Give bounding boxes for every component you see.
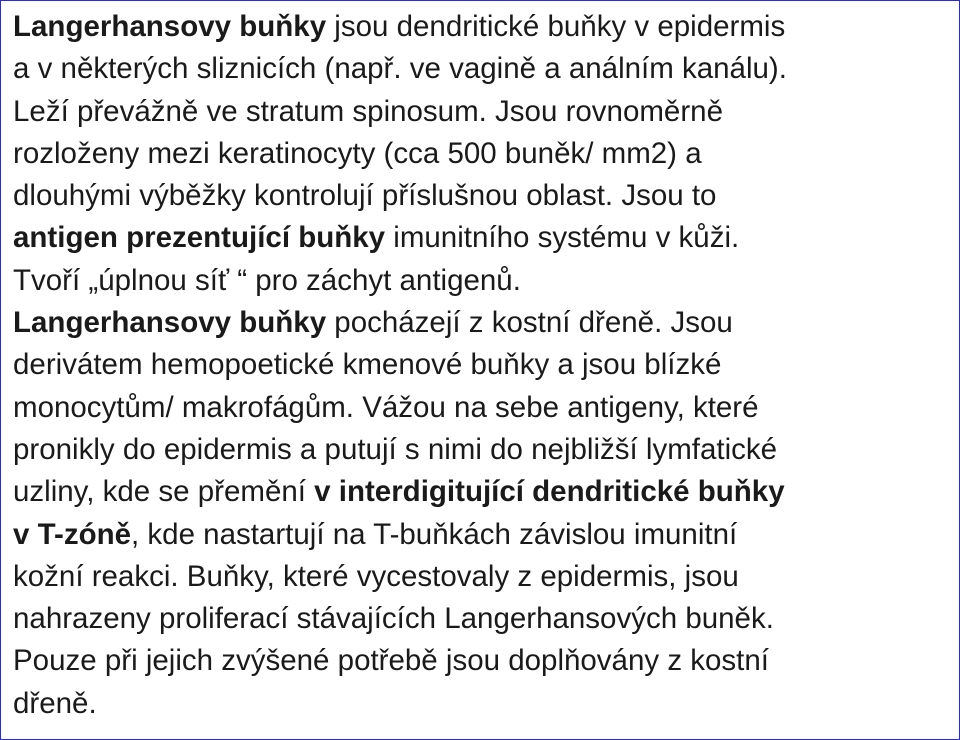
text-segment: a v některých sliznicích (např. ve vagině a análním kanálu). — [13, 52, 787, 86]
text-segment: derivátem hemopoetické kmenové buňky a jsou blízké — [13, 348, 722, 382]
bold-text-segment: Langerhansovy buňky — [13, 10, 327, 43]
text-segment: kožní reakci. Buňky, které vycestovaly z epidermis, jsou — [13, 559, 739, 593]
bold-text-segment: v T-zóně — [13, 517, 132, 551]
text-body — [13, 6, 953, 725]
text-segment: monocytům/ makrofágům. Vážou na sebe antigeny, které — [13, 390, 759, 424]
text-segment: Tvoří „úplnou síť “ pro záchyt antigenů. — [13, 263, 521, 297]
text-line — [13, 302, 953, 344]
text-segment: dřeně. — [13, 686, 97, 720]
text-segment: jsou dendritické buňky v epidermis — [326, 10, 786, 43]
text-segment: dlouhými výběžky kontrolují příslušnou oblast. Jsou to — [13, 179, 717, 213]
text-line — [13, 344, 953, 386]
text-segment: imunitního systému v kůži. — [385, 221, 740, 255]
text-line — [13, 6, 953, 48]
text-segment: Leží převážně ve stratum spinosum. Jsou rovnoměrně — [13, 94, 723, 128]
text-line — [13, 598, 953, 640]
text-line — [13, 260, 953, 302]
text-line — [13, 133, 953, 175]
text-segment: rozloženy mezi keratinocyty (cca 500 buněk/ mm2) a — [13, 136, 702, 170]
text-line — [13, 640, 953, 682]
text-line — [13, 387, 953, 429]
text-line — [13, 91, 953, 133]
text-segment: Pouze při jejich zvýšené potřebě jsou doplňovány z kostní — [13, 644, 769, 678]
text-line — [13, 556, 953, 598]
text-line — [13, 48, 953, 90]
text-segment: uzliny, kde se přemění — [13, 475, 315, 509]
text-line — [13, 514, 953, 556]
text-segment: , kde nastartují na T-buňkách závislou imunitní — [131, 517, 738, 551]
text-line — [13, 217, 953, 259]
text-line — [13, 471, 953, 513]
text-line — [13, 429, 953, 471]
text-line — [13, 683, 953, 725]
bold-text-segment: Langerhansovy buňky — [13, 306, 327, 340]
bold-text-segment: antigen prezentující buňky — [13, 221, 386, 255]
text-segment: pocházejí z kostní dřeně. Jsou — [326, 306, 733, 340]
text-segment: nahrazeny proliferací stávajících Langerhansových buněk. — [13, 602, 774, 636]
bold-text-segment: v interdigitující dendritické buňky — [314, 475, 785, 509]
text-segment: pronikly do epidermis a putují s nimi do nejbližší lymfatické — [13, 432, 778, 466]
text-line — [13, 175, 953, 217]
